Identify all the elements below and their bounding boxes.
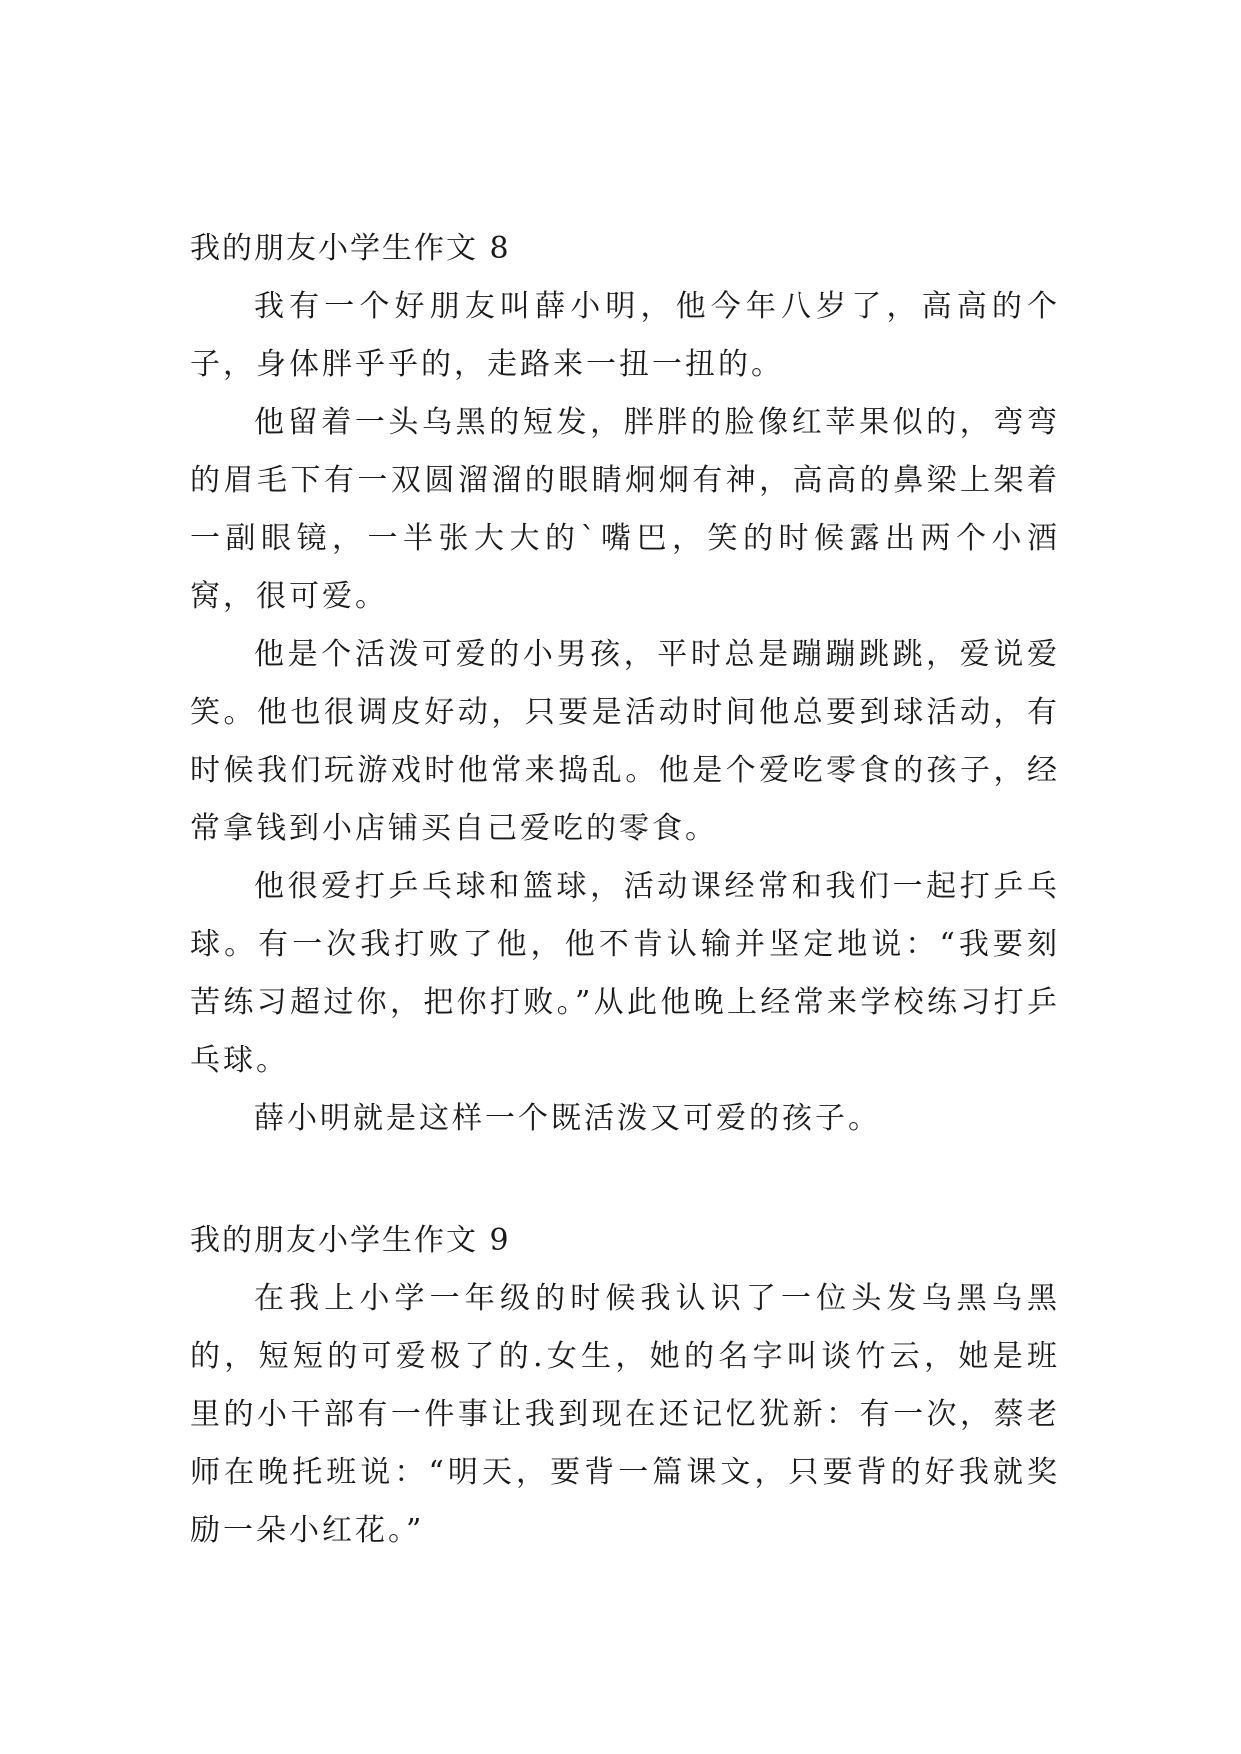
essay-title: 我的朋友小学生作文 8: [190, 231, 511, 266]
essay-paragraph: 他留着一头乌黑的短发，胖胖的脸像红苹果似的，弯弯的眉毛下有一双圆溜溜的眼睛炯炯有神，高高的鼻梁上架着一副眼镜，一半张大大的`嘴巴，笑的时候露出两个小酒窝，很可爱。: [190, 405, 1060, 614]
essay-paragraph: 他很爱打乒乓球和篮球，活动课经常和我们一起打乒乓球。有一次我打败了他，他不肯认输并坚定地说：“我要刻苦练习超过你，把你打败。”从此他晚上经常来学校练习打乒乓球。: [190, 869, 1060, 1078]
essay-paragraph: 我有一个好朋友叫薛小明，他今年八岁了，高高的个子，身体胖乎乎的，走路来一扭一扭的。: [190, 289, 1060, 382]
essay-title: 我的朋友小学生作文 9: [190, 1223, 511, 1258]
essay-paragraph: 在我上小学一年级的时候我认识了一位头发乌黑乌黑的，短短的可爱极了的.女生，她的名字叫谈竹云，她是班里的小干部有一件事让我到现在还记忆犹新：有一次，蔡老师在晚托班说：“明天，要背一篇课文，只要背的好我就奖励一朵小红花。”: [190, 1281, 1060, 1548]
essay-paragraph: 他是个活泼可爱的小男孩，平时总是蹦蹦跳跳，爱说爱笑。他也很调皮好动，只要是活动时间他总要到球活动，有时候我们玩游戏时他常来捣乱。他是个爱吃零食的孩子，经常拿钱到小店铺买自己爱吃的零食。: [190, 637, 1060, 846]
essay-paragraph: 薛小明就是这样一个既活泼又可爱的孩子。: [254, 1101, 881, 1136]
essay-section-8: [190, 220, 1060, 1148]
essay-section-9: [190, 1212, 1060, 1560]
